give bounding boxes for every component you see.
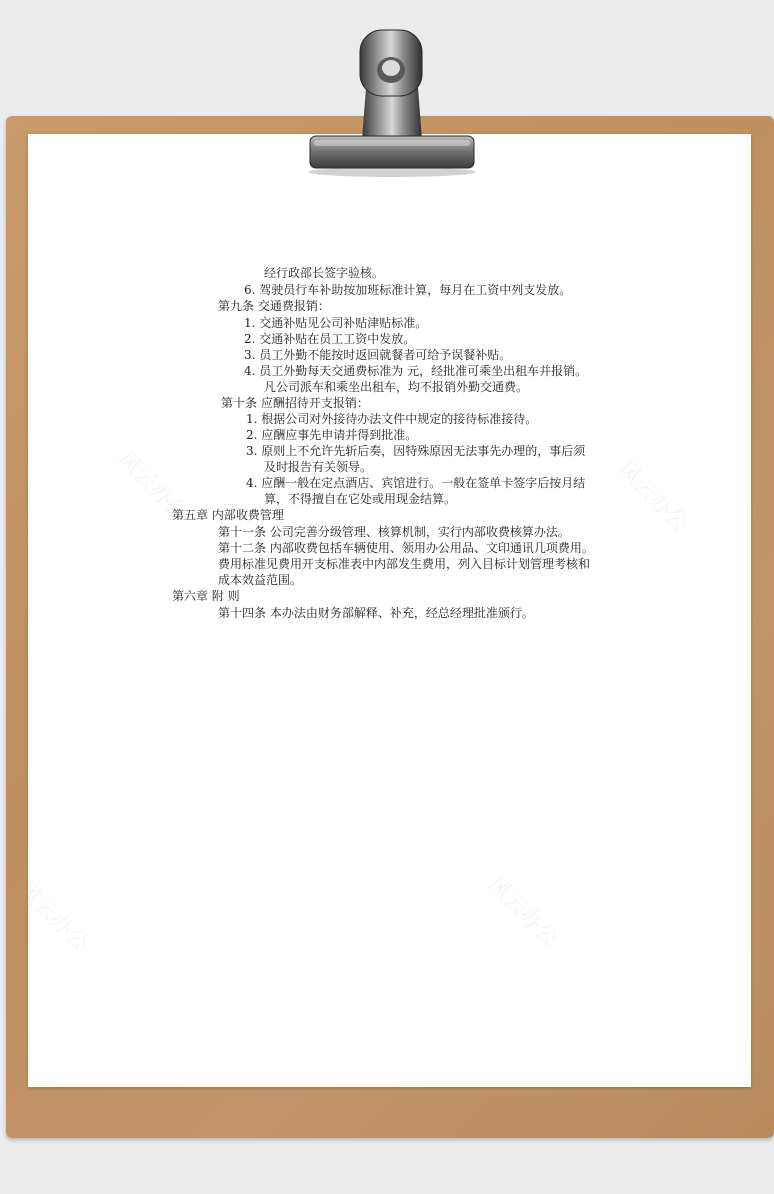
doc-line: 6. 驾驶员行车补助按加班标准计算，每月在工资中列支发放。 bbox=[244, 283, 572, 297]
section-heading: 第十条 应酬招待开支报销： bbox=[221, 396, 369, 410]
chapter-heading: 第五章 内部收费管理 bbox=[172, 508, 284, 522]
doc-line: 凡公司派车和乘坐出租车，均不报销外勤交通费。 bbox=[264, 380, 529, 394]
doc-line: 第十四条 本办法由财务部解释、补充，经总经理批准颁行。 bbox=[218, 606, 534, 620]
doc-line: 3. 原则上不允许先斩后奏，因特殊原因无法事先办理的，事后须 bbox=[246, 444, 586, 458]
doc-line: 3. 员工外勤不能按时返回就餐者可给予误餐补贴。 bbox=[244, 348, 512, 362]
watermark: 风云办公 bbox=[612, 456, 693, 537]
doc-line: 及时报告有关领导。 bbox=[264, 460, 373, 474]
doc-line: 算，不得擅自在它处或用现金结算。 bbox=[264, 492, 457, 506]
doc-line: 经行政部长签字验核。 bbox=[264, 266, 385, 280]
doc-line: 成本效益范围。 bbox=[218, 573, 303, 587]
chapter-heading: 第六章 附 则 bbox=[172, 589, 240, 603]
doc-line: 费用标准见费用开支标准表中内部发生费用，列入目标计划管理考核和 bbox=[218, 557, 591, 571]
binder-clip-icon bbox=[300, 28, 480, 178]
doc-line: 4. 应酬一般在定点酒店、宾馆进行。一般在签单卡签字后按月结 bbox=[246, 476, 586, 490]
doc-line: 第十二条 内部收费包括车辆使用、领用办公用品、文印通讯几项费用。 bbox=[218, 541, 594, 555]
doc-line: 4. 员工外勤每天交通费标准为 元，经批准可乘坐出租车并报销。 bbox=[244, 364, 588, 378]
watermark: 风云办公 bbox=[112, 446, 193, 527]
doc-line: 2. 应酬应事先申请并得到批准。 bbox=[246, 428, 418, 442]
section-heading: 第九条 交通费报销： bbox=[218, 299, 330, 313]
doc-line: 第十一条 公司完善分级管理、核算机制，实行内部收费核算办法。 bbox=[218, 525, 570, 539]
doc-line: 2. 交通补贴在员工工资中发放。 bbox=[244, 332, 416, 346]
doc-line: 1. 交通补贴见公司补贴津贴标准。 bbox=[244, 316, 428, 330]
doc-line: 1. 根据公司对外接待办法文件中规定的接待标准接待。 bbox=[246, 412, 538, 426]
watermark: 风云办公 bbox=[12, 876, 93, 957]
watermark: 风云办公 bbox=[482, 871, 563, 952]
